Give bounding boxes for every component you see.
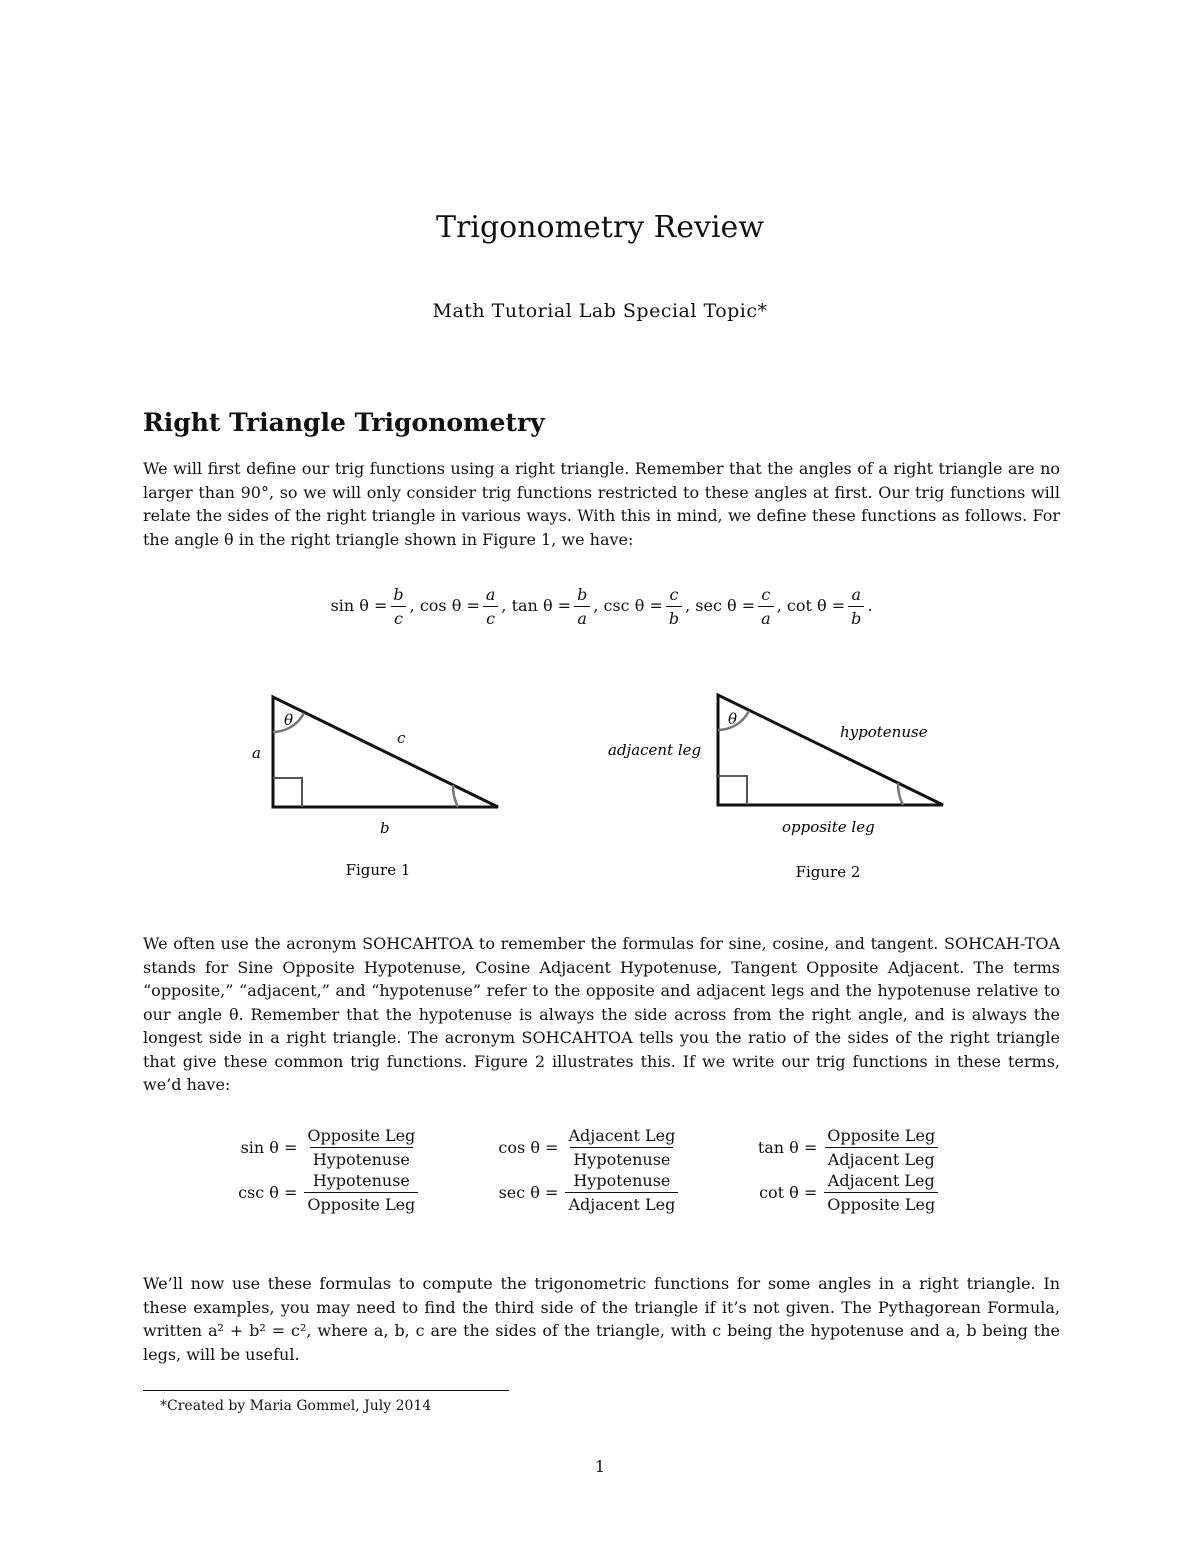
- separator: ,: [776, 596, 782, 615]
- fn-label: cos θ =: [419, 596, 480, 615]
- denominator: b: [666, 606, 682, 628]
- side-b-label: b: [380, 819, 390, 837]
- denominator: a: [758, 606, 774, 628]
- denominator: Opposite Leg: [824, 1192, 938, 1214]
- page-title: Trigonometry Review: [436, 210, 764, 245]
- letter-def-cos: [420, 585, 512, 628]
- fraction-cell: [562, 1125, 731, 1170]
- fraction-cell: [301, 1125, 471, 1170]
- fn-label: csc θ =: [238, 1183, 298, 1202]
- letter-definitions-row: [143, 585, 1060, 628]
- fraction-cell: [301, 1170, 471, 1215]
- side-a-label: a: [252, 744, 261, 762]
- opposite-leg-label: opposite leg: [782, 818, 875, 836]
- numerator: Opposite Leg: [307, 1126, 416, 1145]
- letter-def-cot: [787, 585, 873, 628]
- numerator: b: [577, 585, 588, 604]
- triangle-outline: [273, 697, 498, 807]
- denominator: c: [483, 606, 498, 628]
- figure-2-caption: Figure 2: [795, 863, 861, 881]
- section-heading: Right Triangle Trigonometry: [143, 408, 545, 437]
- denominator: Adjacent Leg: [565, 1192, 678, 1214]
- numerator: a: [851, 585, 861, 604]
- denominator: c: [391, 606, 406, 628]
- paragraph-intro-text: We will first define our trig functions using a right triangle. Remember that the angles of a right triangle are no larger than 90°, so we will only consider trig functions restricted to these angles at first. Our trig functions will relate the sides of the right triangle in various ways. With this in mind, we define these functions as follows. For the angle θ in the right triangle shown in Figure 1, we have:: [143, 459, 1060, 549]
- numerator: b: [393, 585, 404, 604]
- figure-2-triangle: [600, 680, 960, 890]
- fn-label: csc θ =: [603, 596, 663, 615]
- hypotenuse-label: hypotenuse: [840, 723, 928, 741]
- letter-definitions: [143, 585, 1060, 628]
- denominator: Opposite Leg: [304, 1192, 418, 1214]
- separator: ,: [409, 596, 415, 615]
- denominator: Hypotenuse: [310, 1147, 413, 1169]
- fn-label: sin θ =: [240, 1138, 298, 1157]
- numerator: Adjacent Leg: [568, 1126, 676, 1145]
- paragraph-pythagorean: [143, 1272, 1060, 1366]
- right-angle-marker: [718, 776, 747, 805]
- numerator: Opposite Leg: [827, 1126, 936, 1145]
- letter-def-sec: [695, 585, 787, 628]
- denominator: b: [848, 606, 864, 628]
- fn-label: sin θ =: [330, 596, 388, 615]
- word-definitions-table: [212, 1125, 992, 1215]
- fn-label: cot θ =: [759, 1183, 818, 1202]
- word-def-row: [212, 1170, 992, 1215]
- paragraph-sohcahtoa-text: We often use the acronym SOHCAHTOA to remember the formulas for sine, cosine, and tangent. SOHCAH-TOA stands for Sine Opposite Hypotenuse, Cosine Adjacent Hypotenuse, Tangent Opposite Adjacent. The terms “opposite,” “adjacent,” and “hypotenuse” refer to the opposite and adjacent legs and the hypotenuse relative to our angle θ. Remember that the hypotenuse is always the side across from the right angle, and is always the longest side in a right triangle. The acronym SOHCAHTOA tells you the ratio of the sides of the right triangle that give these common trig functions. Figure 2 illustrates this. If we write our trig functions in these terms, we’d have:: [143, 934, 1060, 1094]
- right-angle-marker: [273, 778, 302, 807]
- denominator: Hypotenuse: [570, 1147, 673, 1169]
- fraction-cell: [562, 1170, 731, 1215]
- fn-label: tan θ =: [757, 1138, 818, 1157]
- page-number: 1: [594, 1457, 606, 1476]
- word-def-row: [212, 1125, 992, 1170]
- letter-def-sin: [331, 585, 420, 628]
- separator: ,: [593, 596, 599, 615]
- theta-label: θ: [728, 710, 738, 728]
- page-subtitle: Math Tutorial Lab Special Topic*: [432, 300, 768, 322]
- paragraph-sohcahtoa: [143, 932, 1060, 1097]
- numerator: Hypotenuse: [312, 1171, 410, 1190]
- letter-def-tan: [512, 585, 604, 628]
- numerator: a: [485, 585, 496, 604]
- paragraph-pythagorean-text: We’ll now use these formulas to compute the trigonometric functions for some angles in a right triangle. In these examples, you may need to find the third side of the triangle if it’s not given. The Pythagorean Formula, written a² + b² = c², where a, b, c are the sides of the triangle, with c being the hypotenuse and a, b being the legs, will be useful.: [143, 1274, 1060, 1364]
- numerator: Adjacent Leg: [827, 1171, 935, 1190]
- theta-label: θ: [284, 711, 294, 729]
- fraction-cell: [821, 1125, 991, 1170]
- numerator: c: [669, 585, 679, 604]
- fn-label: tan θ =: [511, 596, 572, 615]
- fn-label: cos θ =: [498, 1138, 559, 1157]
- letter-def-csc: [604, 585, 696, 628]
- side-c-label: c: [397, 729, 406, 747]
- separator: .: [867, 596, 873, 615]
- figure-1-triangle: [240, 680, 540, 890]
- fn-label: sec θ =: [498, 1183, 559, 1202]
- fraction-cell: [821, 1170, 991, 1215]
- separator: ,: [501, 596, 507, 615]
- triangle-outline: [718, 695, 943, 805]
- denominator: Adjacent Leg: [825, 1147, 938, 1169]
- figure-1-caption: Figure 1: [345, 861, 411, 879]
- word-definitions: [143, 1125, 1060, 1215]
- separator: ,: [685, 596, 691, 615]
- numerator: Hypotenuse: [573, 1171, 671, 1190]
- paragraph-intro: [143, 457, 1060, 551]
- fn-label: cot θ =: [786, 596, 846, 615]
- numerator: c: [761, 585, 771, 604]
- fn-label: sec θ =: [695, 596, 756, 615]
- denominator: a: [574, 606, 590, 628]
- footnote-rule: [143, 1390, 509, 1391]
- adjacent-leg-label: adjacent leg: [608, 741, 702, 759]
- footnote: *Created by Maria Gommel, July 2014: [160, 1398, 432, 1414]
